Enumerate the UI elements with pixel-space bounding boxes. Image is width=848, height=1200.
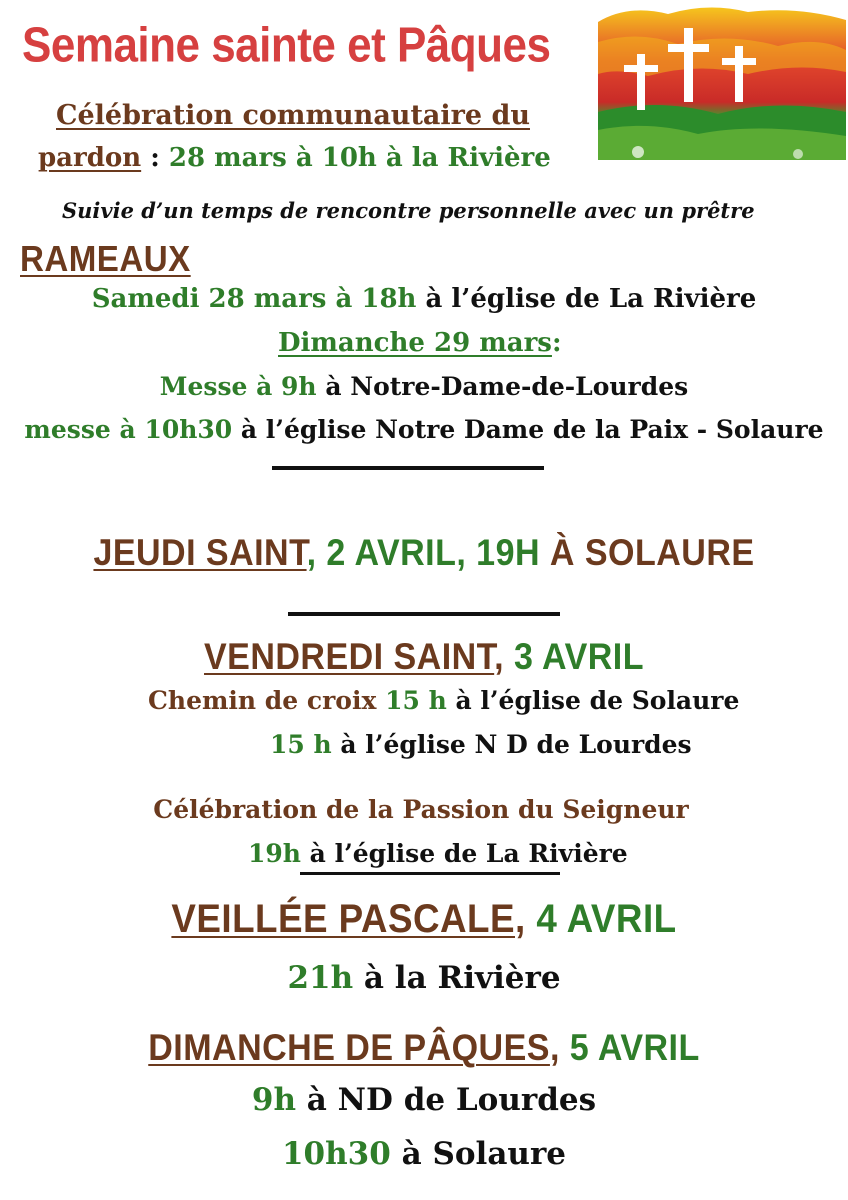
veillee-place: à la Rivière: [353, 960, 561, 996]
jeudi-date: , 2 AVRIL, 19H: [306, 532, 541, 573]
jeudi-place: À SOLAURE: [540, 532, 755, 573]
paques-mass2-place: à Solaure: [390, 1136, 567, 1172]
jeudi-heading: JEUDI SAINT: [93, 532, 307, 573]
veillee-comma: ,: [514, 897, 526, 941]
pardon-label: pardon: [38, 143, 142, 173]
second-time: 15 h: [270, 730, 332, 759]
chemin-place: à l’église de Solaure: [446, 686, 740, 715]
paques-mass2-time: 10h30: [281, 1136, 391, 1172]
three-crosses-icon: [598, 2, 846, 160]
passion-time: 19h: [248, 839, 301, 868]
rameaux-messe1-time: Messe à 9h: [159, 372, 317, 401]
passion-title: Célébration de la Passion du Seigneur: [153, 795, 689, 824]
paques-heading: DIMANCHE DE PÂQUES: [148, 1027, 550, 1068]
chemin-label: Chemin de croix: [148, 686, 377, 715]
paques-date: 5 AVRIL: [559, 1027, 700, 1068]
rameaux-messe2-place: à l’église Notre Dame de la Paix - Solaure: [232, 415, 824, 444]
divider: [300, 872, 560, 875]
rameaux-messe1-place: à Notre-Dame-de-Lourdes: [316, 372, 689, 401]
pardon-note: Suivie d’un temps de rencontre personnelle avec un prêtre: [62, 198, 755, 223]
rameaux-messe2-time: messe à 10h30: [24, 415, 233, 444]
page-title: Semaine sainte et Pâques: [22, 18, 551, 73]
divider: [272, 466, 544, 470]
pardon-when: 28 mars à 10h à la Rivière: [168, 143, 551, 173]
passion-place: à l’église de La Rivière: [300, 839, 628, 868]
vendredi-date: 3 AVRIL: [504, 636, 644, 677]
divider: [288, 612, 560, 616]
vendredi-comma: ,: [494, 636, 505, 677]
rameaux-samedi-place: à l’église de La Rivière: [416, 284, 757, 314]
vendredi-heading: VENDREDI SAINT: [204, 636, 495, 677]
chemin-time: 15 h: [376, 686, 447, 715]
pardon-sep: :: [141, 143, 169, 173]
paques-mass1-time: 9h: [251, 1082, 297, 1118]
veillee-heading: VEILLÉE PASCALE: [171, 897, 515, 941]
rameaux-samedi-time: Samedi 28 mars à 18h: [91, 284, 417, 314]
rameaux-heading: RAMEAUX: [20, 238, 191, 279]
veillee-time: 21h: [287, 960, 354, 996]
paques-mass1-place: à ND de Lourdes: [296, 1082, 597, 1118]
veillee-date: 4 AVRIL: [525, 897, 677, 941]
rameaux-dimanche-colon: :: [551, 328, 562, 358]
second-place: à l’église N D de Lourdes: [331, 730, 692, 759]
pardon-line1: Célébration communautaire du: [56, 100, 530, 131]
rameaux-dimanche-label: Dimanche 29 mars: [278, 328, 552, 358]
paques-comma: ,: [549, 1027, 560, 1068]
